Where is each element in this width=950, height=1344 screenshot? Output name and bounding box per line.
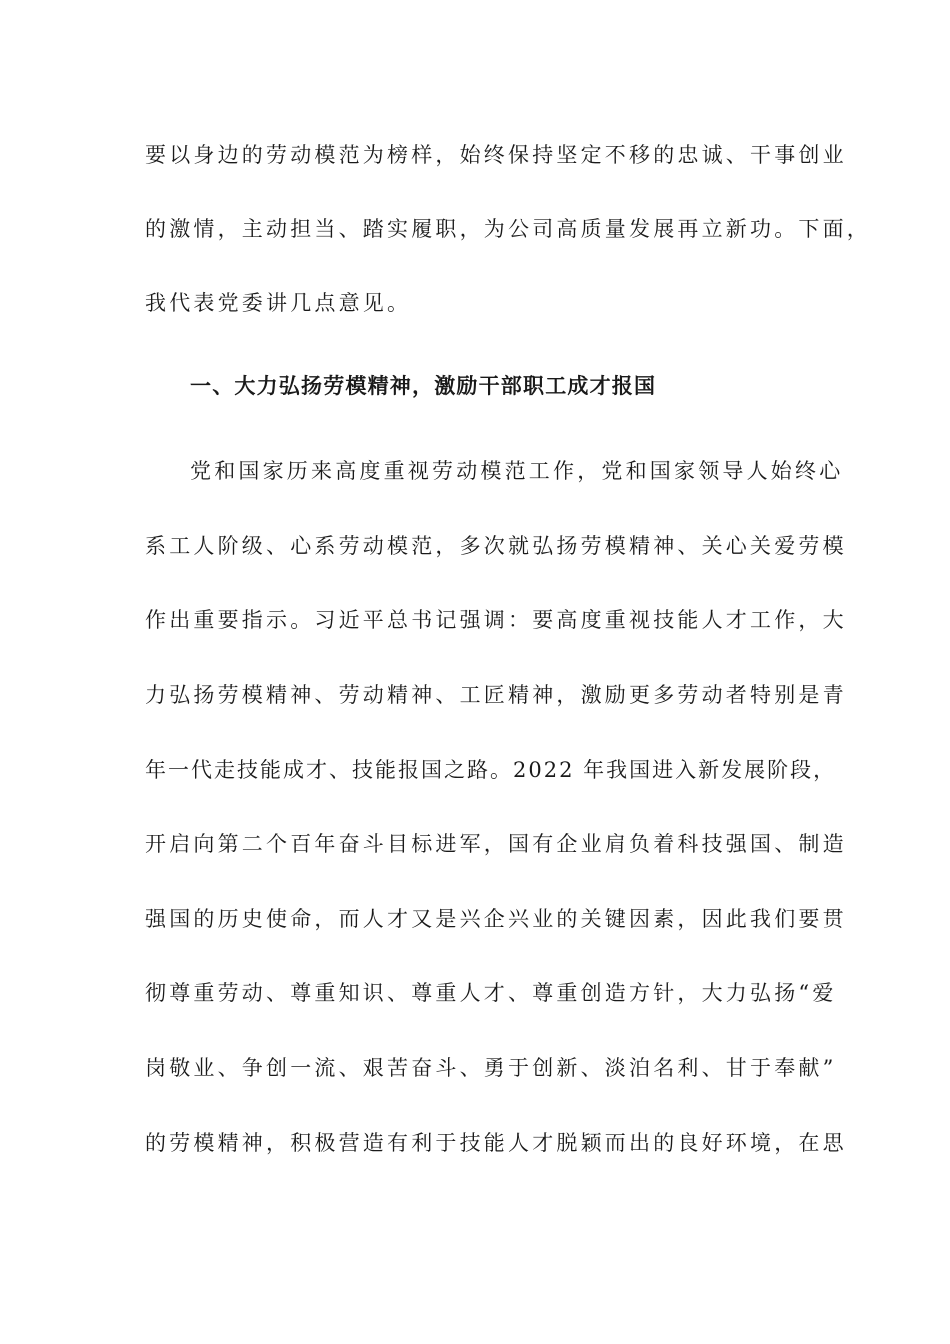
text-line: 我代表党委讲几点意见。 <box>145 291 412 315</box>
paragraph-line: 力弘扬劳模精神、劳动精神、工匠精神，激励更多劳动者特别是青 <box>145 683 847 707</box>
paragraph-line: 年一代走技能成才、技能报国之路。2022 年我国进入新发展阶段， <box>145 758 837 782</box>
paragraph-line: 的劳模精神，积极营造有利于技能人才脱颖而出的良好环境，在思 <box>145 1131 847 1155</box>
paragraph-line: 系工人阶级、心系劳动模范，多次就弘扬劳模精神、关心关爱劳模 <box>145 534 847 558</box>
text-line: 要以身边的劳动模范为榜样，始终保持坚定不移的忠诚、干事创业 <box>145 143 847 167</box>
section-heading: 一、大力弘扬劳模精神，激励干部职工成才报国 <box>190 373 657 398</box>
paragraph-line: 党和国家历来高度重视劳动模范工作，党和国家领导人始终心 <box>190 459 844 483</box>
paragraph-line: 开启向第二个百年奋斗目标进军，国有企业肩负着科技强国、制造 <box>145 832 847 856</box>
paragraph-line: 岗敬业、争创一流、艰苦奋斗、勇于创新、淡泊名利、甘于奉献” <box>145 1056 837 1080</box>
text-line: 的激情，主动担当、踏实履职，为公司高质量发展再立新功。下面， <box>145 217 871 241</box>
paragraph-line: 作出重要指示。习近平总书记强调：要高度重视技能人才工作，大 <box>145 608 847 632</box>
paragraph-line: 强国的历史使命，而人才又是兴企兴业的关键因素，因此我们要贯 <box>145 907 847 931</box>
paragraph-line: 彻尊重劳动、尊重知识、尊重人才、尊重创造方针，大力弘扬“爱 <box>145 981 837 1005</box>
